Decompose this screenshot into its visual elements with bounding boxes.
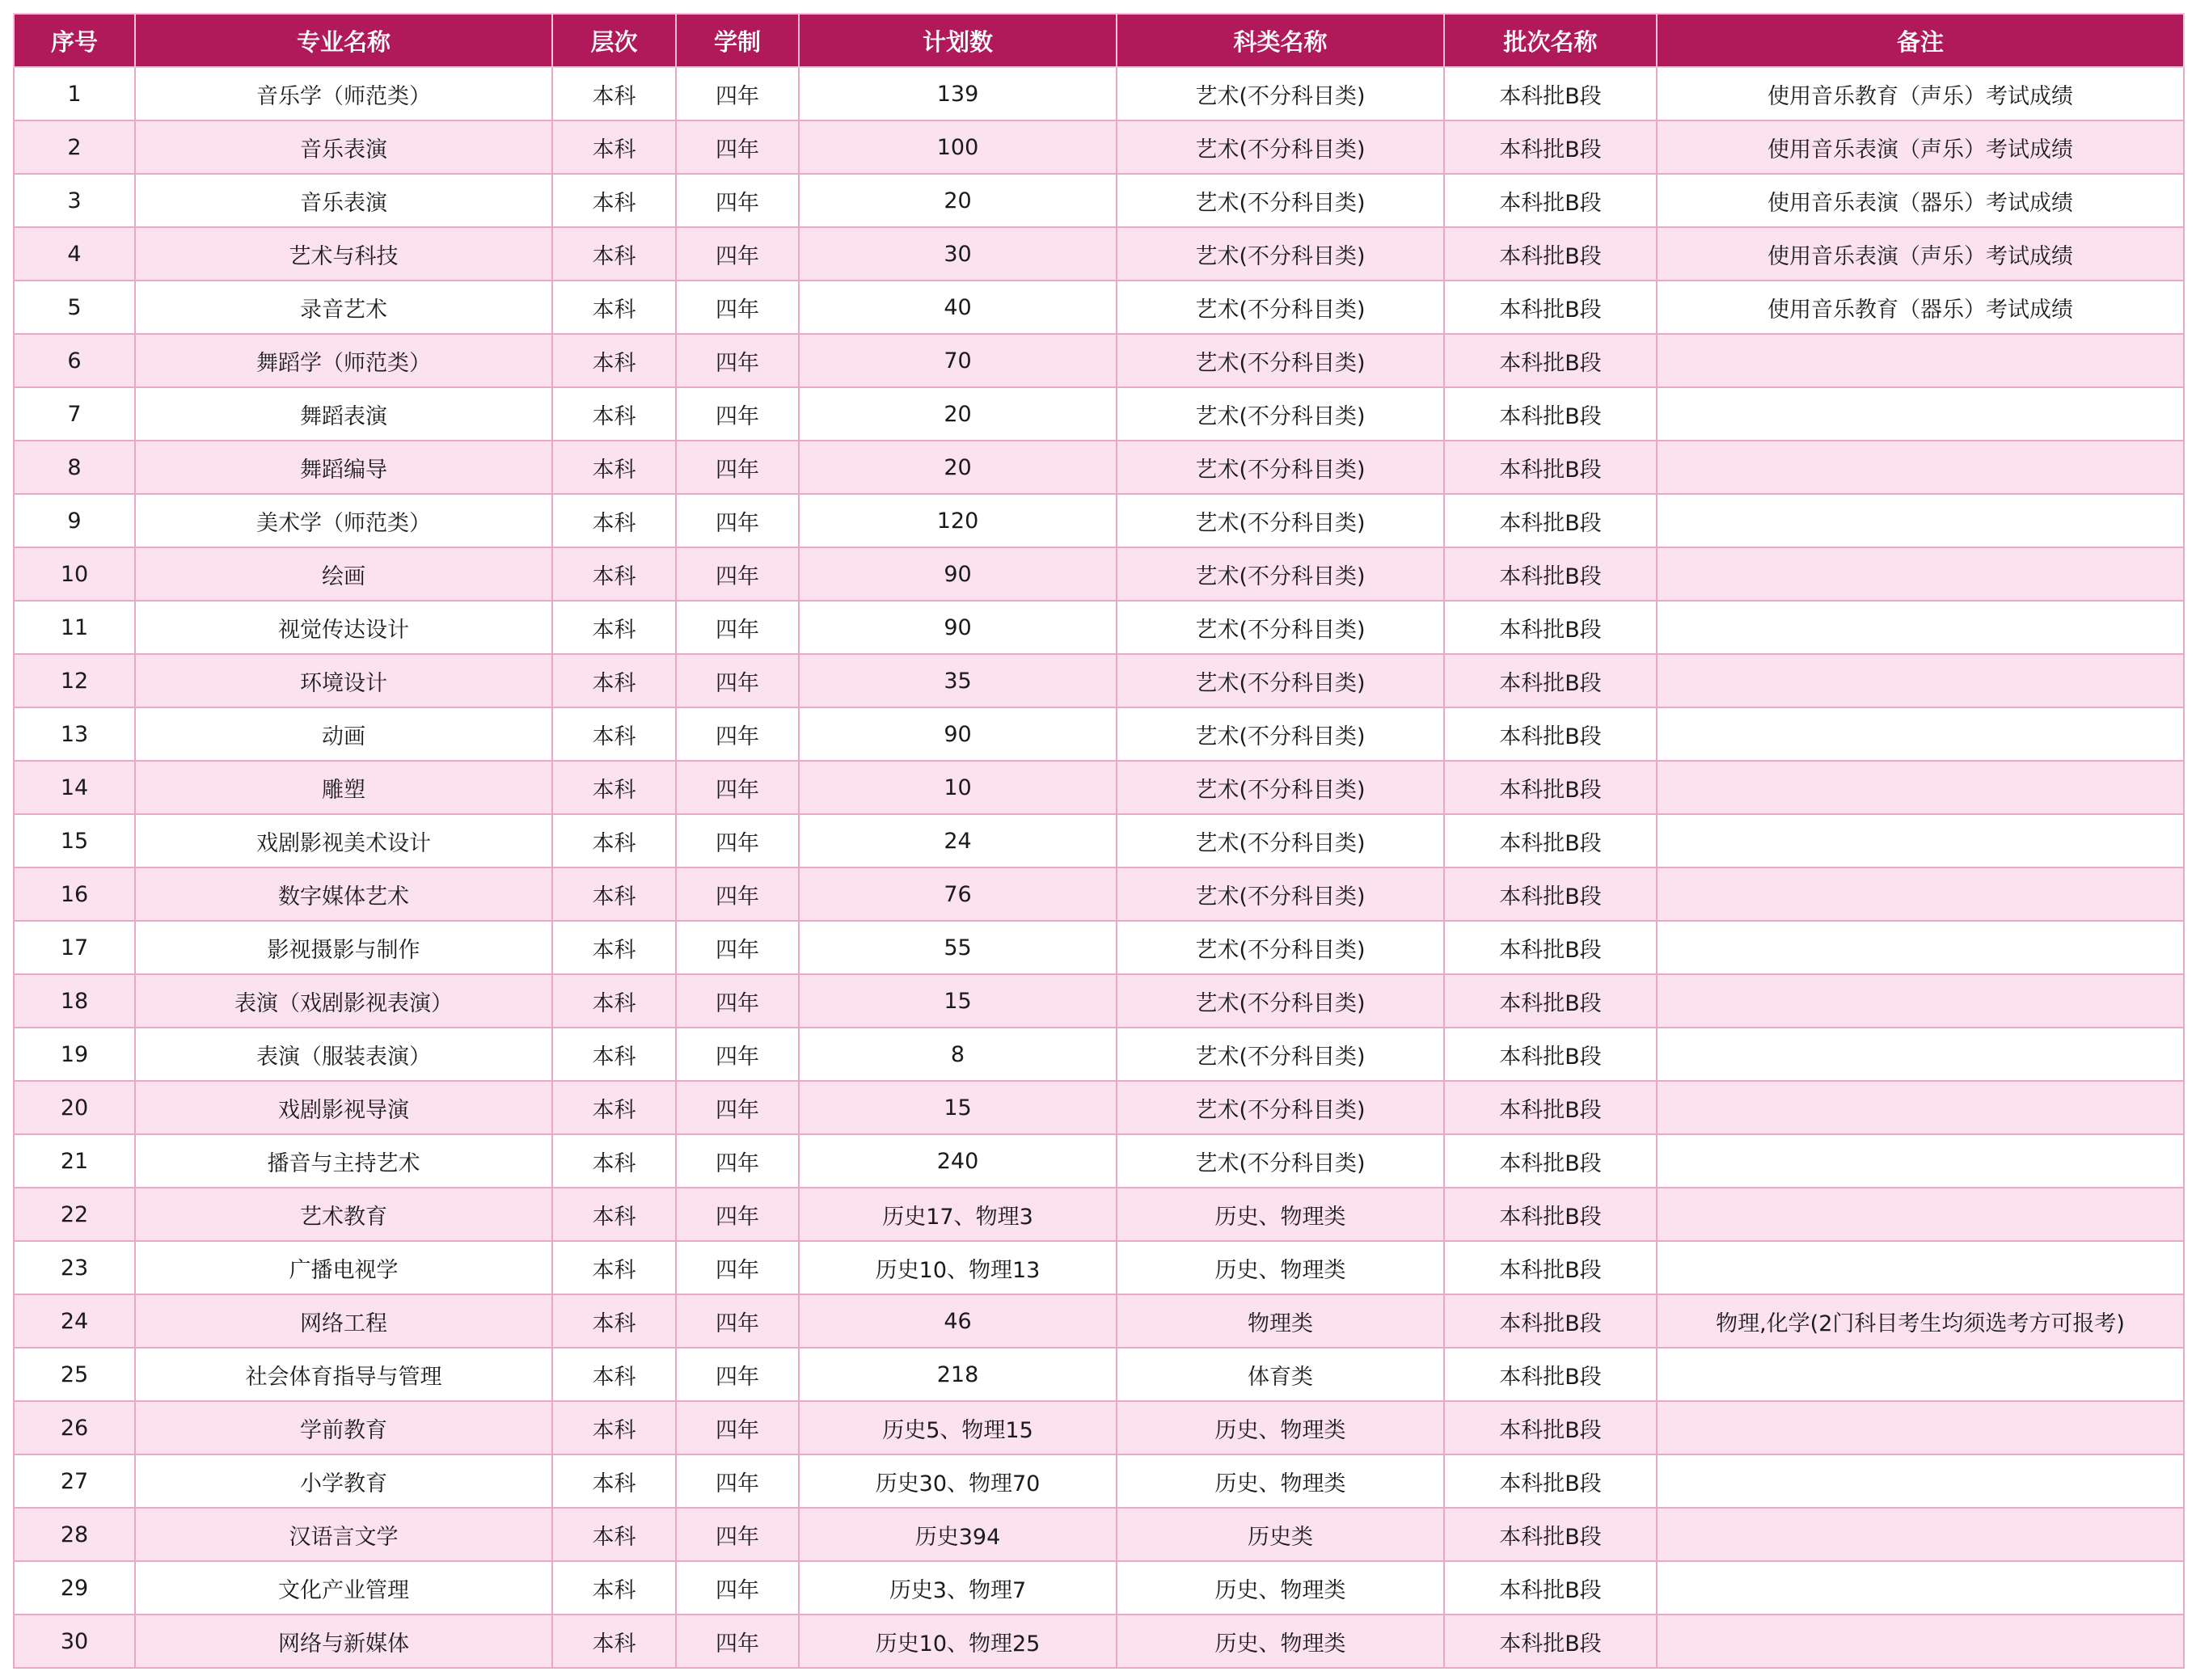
cell-remarks: 使用音乐表演（器乐）考试成绩 [1657, 174, 2184, 227]
cell-index: 21 [14, 1134, 135, 1188]
cell-remarks [1657, 974, 2184, 1028]
table-row [14, 334, 2184, 387]
column-header-major: 专业名称 [135, 14, 552, 67]
cell-remarks [1657, 1081, 2184, 1134]
cell-level: 本科 [552, 761, 676, 814]
cell-quota: 历史17、物理3 [799, 1188, 1117, 1241]
cell-category: 历史、物理类 [1117, 1454, 1444, 1508]
cell-index: 7 [14, 387, 135, 441]
cell-quota: 20 [799, 174, 1117, 227]
cell-major: 雕塑 [135, 761, 552, 814]
cell-remarks [1657, 494, 2184, 547]
cell-quota: 90 [799, 601, 1117, 654]
cell-duration: 四年 [676, 814, 799, 867]
table-row [14, 1454, 2184, 1508]
table-row [14, 67, 2184, 120]
cell-duration: 四年 [676, 1028, 799, 1081]
cell-quota: 218 [799, 1348, 1117, 1401]
table-row [14, 1081, 2184, 1134]
cell-quota: 100 [799, 120, 1117, 174]
cell-batch: 本科批B段 [1444, 1134, 1657, 1188]
cell-category: 艺术(不分科目类) [1117, 921, 1444, 974]
cell-level: 本科 [552, 1028, 676, 1081]
cell-batch: 本科批B段 [1444, 334, 1657, 387]
table-row [14, 174, 2184, 227]
cell-quota: 历史5、物理15 [799, 1401, 1117, 1454]
cell-batch: 本科批B段 [1444, 227, 1657, 281]
cell-major: 学前教育 [135, 1401, 552, 1454]
cell-quota: 120 [799, 494, 1117, 547]
cell-remarks: 使用音乐教育（器乐）考试成绩 [1657, 281, 2184, 334]
table-row [14, 867, 2184, 921]
cell-major: 小学教育 [135, 1454, 552, 1508]
cell-batch: 本科批B段 [1444, 814, 1657, 867]
cell-remarks [1657, 1348, 2184, 1401]
cell-remarks [1657, 547, 2184, 601]
cell-index: 11 [14, 601, 135, 654]
enrollment-plan-table [13, 13, 2185, 1669]
table-row [14, 1134, 2184, 1188]
cell-major: 音乐表演 [135, 120, 552, 174]
table-row [14, 654, 2184, 707]
cell-category: 艺术(不分科目类) [1117, 281, 1444, 334]
cell-duration: 四年 [676, 1081, 799, 1134]
cell-level: 本科 [552, 1081, 676, 1134]
cell-major: 戏剧影视美术设计 [135, 814, 552, 867]
cell-quota: 240 [799, 1134, 1117, 1188]
cell-index: 24 [14, 1294, 135, 1348]
cell-major: 美术学（师范类） [135, 494, 552, 547]
cell-category: 艺术(不分科目类) [1117, 174, 1444, 227]
table-row [14, 227, 2184, 281]
cell-quota: 35 [799, 654, 1117, 707]
cell-remarks [1657, 387, 2184, 441]
cell-level: 本科 [552, 441, 676, 494]
cell-level: 本科 [552, 1348, 676, 1401]
cell-level: 本科 [552, 1188, 676, 1241]
cell-batch: 本科批B段 [1444, 387, 1657, 441]
cell-level: 本科 [552, 1294, 676, 1348]
cell-index: 13 [14, 707, 135, 761]
cell-batch: 本科批B段 [1444, 494, 1657, 547]
cell-duration: 四年 [676, 281, 799, 334]
cell-remarks [1657, 1188, 2184, 1241]
cell-index: 27 [14, 1454, 135, 1508]
table-row [14, 494, 2184, 547]
table-row [14, 601, 2184, 654]
cell-quota: 20 [799, 441, 1117, 494]
cell-remarks [1657, 1508, 2184, 1561]
column-header-duration: 学制 [676, 14, 799, 67]
table-row [14, 1241, 2184, 1294]
cell-duration: 四年 [676, 227, 799, 281]
cell-level: 本科 [552, 281, 676, 334]
cell-major: 文化产业管理 [135, 1561, 552, 1615]
cell-index: 18 [14, 974, 135, 1028]
cell-category: 艺术(不分科目类) [1117, 547, 1444, 601]
cell-level: 本科 [552, 1401, 676, 1454]
cell-remarks [1657, 761, 2184, 814]
cell-category: 艺术(不分科目类) [1117, 227, 1444, 281]
cell-major: 网络工程 [135, 1294, 552, 1348]
cell-major: 影视摄影与制作 [135, 921, 552, 974]
table-row [14, 120, 2184, 174]
cell-remarks [1657, 1401, 2184, 1454]
cell-remarks: 使用音乐教育（声乐）考试成绩 [1657, 67, 2184, 120]
cell-major: 艺术与科技 [135, 227, 552, 281]
cell-remarks [1657, 1241, 2184, 1294]
cell-remarks: 物理,化学(2门科目考生均须选考方可报考) [1657, 1294, 2184, 1348]
cell-index: 30 [14, 1615, 135, 1668]
cell-major: 网络与新媒体 [135, 1615, 552, 1668]
cell-quota: 15 [799, 974, 1117, 1028]
cell-level: 本科 [552, 814, 676, 867]
cell-index: 23 [14, 1241, 135, 1294]
cell-quota: 8 [799, 1028, 1117, 1081]
cell-level: 本科 [552, 1454, 676, 1508]
cell-category: 体育类 [1117, 1348, 1444, 1401]
cell-duration: 四年 [676, 387, 799, 441]
cell-major: 表演（戏剧影视表演） [135, 974, 552, 1028]
cell-category: 艺术(不分科目类) [1117, 974, 1444, 1028]
cell-batch: 本科批B段 [1444, 1348, 1657, 1401]
table-row [14, 1294, 2184, 1348]
cell-quota: 历史10、物理13 [799, 1241, 1117, 1294]
table-row [14, 707, 2184, 761]
cell-batch: 本科批B段 [1444, 1294, 1657, 1348]
cell-duration: 四年 [676, 601, 799, 654]
cell-level: 本科 [552, 1134, 676, 1188]
cell-duration: 四年 [676, 547, 799, 601]
cell-batch: 本科批B段 [1444, 441, 1657, 494]
cell-batch: 本科批B段 [1444, 1081, 1657, 1134]
cell-duration: 四年 [676, 1454, 799, 1508]
cell-duration: 四年 [676, 1294, 799, 1348]
cell-batch: 本科批B段 [1444, 1454, 1657, 1508]
cell-category: 艺术(不分科目类) [1117, 654, 1444, 707]
cell-major: 社会体育指导与管理 [135, 1348, 552, 1401]
cell-duration: 四年 [676, 494, 799, 547]
cell-duration: 四年 [676, 867, 799, 921]
cell-category: 艺术(不分科目类) [1117, 334, 1444, 387]
table-row [14, 281, 2184, 334]
cell-category: 艺术(不分科目类) [1117, 67, 1444, 120]
cell-quota: 24 [799, 814, 1117, 867]
cell-index: 16 [14, 867, 135, 921]
cell-category: 艺术(不分科目类) [1117, 601, 1444, 654]
cell-index: 5 [14, 281, 135, 334]
cell-duration: 四年 [676, 441, 799, 494]
cell-remarks [1657, 1561, 2184, 1615]
cell-quota: 历史10、物理25 [799, 1615, 1117, 1668]
cell-index: 15 [14, 814, 135, 867]
cell-quota: 46 [799, 1294, 1117, 1348]
cell-level: 本科 [552, 921, 676, 974]
cell-level: 本科 [552, 1241, 676, 1294]
cell-category: 历史、物理类 [1117, 1401, 1444, 1454]
cell-duration: 四年 [676, 761, 799, 814]
table-row [14, 1615, 2184, 1668]
cell-quota: 30 [799, 227, 1117, 281]
cell-batch: 本科批B段 [1444, 1241, 1657, 1294]
table-row [14, 1401, 2184, 1454]
cell-duration: 四年 [676, 1561, 799, 1615]
cell-major: 环境设计 [135, 654, 552, 707]
cell-level: 本科 [552, 334, 676, 387]
cell-index: 25 [14, 1348, 135, 1401]
cell-major: 播音与主持艺术 [135, 1134, 552, 1188]
table-row [14, 387, 2184, 441]
cell-remarks [1657, 654, 2184, 707]
cell-quota: 40 [799, 281, 1117, 334]
cell-quota: 历史394 [799, 1508, 1117, 1561]
cell-duration: 四年 [676, 974, 799, 1028]
cell-duration: 四年 [676, 1241, 799, 1294]
cell-major: 艺术教育 [135, 1188, 552, 1241]
cell-major: 绘画 [135, 547, 552, 601]
cell-duration: 四年 [676, 1188, 799, 1241]
table-row [14, 1188, 2184, 1241]
cell-major: 汉语言文学 [135, 1508, 552, 1561]
cell-category: 艺术(不分科目类) [1117, 707, 1444, 761]
cell-index: 26 [14, 1401, 135, 1454]
cell-category: 艺术(不分科目类) [1117, 1081, 1444, 1134]
table-header [14, 14, 2184, 67]
cell-major: 广播电视学 [135, 1241, 552, 1294]
cell-duration: 四年 [676, 120, 799, 174]
cell-index: 29 [14, 1561, 135, 1615]
cell-batch: 本科批B段 [1444, 1508, 1657, 1561]
cell-quota: 15 [799, 1081, 1117, 1134]
cell-batch: 本科批B段 [1444, 601, 1657, 654]
cell-batch: 本科批B段 [1444, 654, 1657, 707]
cell-remarks [1657, 921, 2184, 974]
cell-index: 8 [14, 441, 135, 494]
cell-remarks: 使用音乐表演（声乐）考试成绩 [1657, 120, 2184, 174]
cell-major: 表演（服装表演） [135, 1028, 552, 1081]
cell-major: 视觉传达设计 [135, 601, 552, 654]
cell-duration: 四年 [676, 174, 799, 227]
cell-level: 本科 [552, 494, 676, 547]
cell-batch: 本科批B段 [1444, 974, 1657, 1028]
cell-duration: 四年 [676, 707, 799, 761]
table-row [14, 761, 2184, 814]
cell-index: 6 [14, 334, 135, 387]
cell-remarks [1657, 707, 2184, 761]
cell-batch: 本科批B段 [1444, 707, 1657, 761]
cell-index: 12 [14, 654, 135, 707]
cell-category: 艺术(不分科目类) [1117, 120, 1444, 174]
cell-batch: 本科批B段 [1444, 1401, 1657, 1454]
column-header-remarks: 备注 [1657, 14, 2184, 67]
cell-index: 17 [14, 921, 135, 974]
cell-major: 音乐学（师范类） [135, 67, 552, 120]
column-header-batch: 批次名称 [1444, 14, 1657, 67]
cell-index: 19 [14, 1028, 135, 1081]
cell-remarks: 使用音乐表演（声乐）考试成绩 [1657, 227, 2184, 281]
cell-category: 艺术(不分科目类) [1117, 1028, 1444, 1081]
cell-remarks [1657, 441, 2184, 494]
cell-remarks [1657, 1454, 2184, 1508]
cell-duration: 四年 [676, 1348, 799, 1401]
cell-batch: 本科批B段 [1444, 1028, 1657, 1081]
cell-major: 数字媒体艺术 [135, 867, 552, 921]
cell-level: 本科 [552, 387, 676, 441]
cell-batch: 本科批B段 [1444, 547, 1657, 601]
cell-major: 录音艺术 [135, 281, 552, 334]
cell-quota: 90 [799, 707, 1117, 761]
cell-remarks [1657, 1134, 2184, 1188]
cell-quota: 139 [799, 67, 1117, 120]
cell-batch: 本科批B段 [1444, 67, 1657, 120]
cell-category: 历史、物理类 [1117, 1615, 1444, 1668]
table-row [14, 441, 2184, 494]
cell-duration: 四年 [676, 1508, 799, 1561]
cell-category: 历史、物理类 [1117, 1561, 1444, 1615]
cell-batch: 本科批B段 [1444, 1188, 1657, 1241]
cell-index: 2 [14, 120, 135, 174]
cell-level: 本科 [552, 601, 676, 654]
cell-remarks [1657, 334, 2184, 387]
cell-category: 历史、物理类 [1117, 1188, 1444, 1241]
cell-quota: 历史30、物理70 [799, 1454, 1117, 1508]
cell-major: 戏剧影视导演 [135, 1081, 552, 1134]
cell-major: 音乐表演 [135, 174, 552, 227]
cell-index: 1 [14, 67, 135, 120]
cell-index: 10 [14, 547, 135, 601]
cell-duration: 四年 [676, 334, 799, 387]
cell-level: 本科 [552, 174, 676, 227]
column-header-quota: 计划数 [799, 14, 1117, 67]
cell-batch: 本科批B段 [1444, 1615, 1657, 1668]
cell-batch: 本科批B段 [1444, 867, 1657, 921]
enrollment-plan-sheet [13, 13, 2183, 1667]
cell-category: 艺术(不分科目类) [1117, 441, 1444, 494]
cell-quota: 70 [799, 334, 1117, 387]
cell-category: 艺术(不分科目类) [1117, 1134, 1444, 1188]
table-row [14, 1348, 2184, 1401]
cell-duration: 四年 [676, 1401, 799, 1454]
cell-remarks [1657, 1615, 2184, 1668]
cell-category: 艺术(不分科目类) [1117, 761, 1444, 814]
cell-index: 22 [14, 1188, 135, 1241]
cell-level: 本科 [552, 1615, 676, 1668]
cell-category: 历史、物理类 [1117, 1241, 1444, 1294]
cell-index: 4 [14, 227, 135, 281]
cell-category: 物理类 [1117, 1294, 1444, 1348]
cell-quota: 90 [799, 547, 1117, 601]
cell-remarks [1657, 814, 2184, 867]
cell-batch: 本科批B段 [1444, 761, 1657, 814]
cell-index: 28 [14, 1508, 135, 1561]
cell-category: 艺术(不分科目类) [1117, 867, 1444, 921]
cell-index: 20 [14, 1081, 135, 1134]
cell-level: 本科 [552, 974, 676, 1028]
cell-category: 艺术(不分科目类) [1117, 814, 1444, 867]
cell-batch: 本科批B段 [1444, 281, 1657, 334]
cell-level: 本科 [552, 227, 676, 281]
cell-duration: 四年 [676, 1134, 799, 1188]
table-row [14, 814, 2184, 867]
cell-quota: 55 [799, 921, 1117, 974]
cell-major: 动画 [135, 707, 552, 761]
cell-quota: 76 [799, 867, 1117, 921]
column-header-category: 科类名称 [1117, 14, 1444, 67]
cell-duration: 四年 [676, 921, 799, 974]
cell-quota: 10 [799, 761, 1117, 814]
cell-major: 舞蹈表演 [135, 387, 552, 441]
cell-duration: 四年 [676, 67, 799, 120]
cell-batch: 本科批B段 [1444, 174, 1657, 227]
cell-category: 艺术(不分科目类) [1117, 494, 1444, 547]
table-row [14, 974, 2184, 1028]
table-row [14, 1028, 2184, 1081]
column-header-index: 序号 [14, 14, 135, 67]
column-header-level: 层次 [552, 14, 676, 67]
cell-duration: 四年 [676, 1615, 799, 1668]
table-row [14, 921, 2184, 974]
cell-level: 本科 [552, 67, 676, 120]
cell-quota: 20 [799, 387, 1117, 441]
table-row [14, 1561, 2184, 1615]
cell-level: 本科 [552, 1561, 676, 1615]
cell-level: 本科 [552, 120, 676, 174]
cell-category: 艺术(不分科目类) [1117, 387, 1444, 441]
table-row [14, 547, 2184, 601]
cell-level: 本科 [552, 1508, 676, 1561]
cell-index: 3 [14, 174, 135, 227]
cell-batch: 本科批B段 [1444, 921, 1657, 974]
table-row [14, 1508, 2184, 1561]
cell-remarks [1657, 601, 2184, 654]
cell-level: 本科 [552, 654, 676, 707]
cell-batch: 本科批B段 [1444, 120, 1657, 174]
cell-index: 14 [14, 761, 135, 814]
cell-remarks [1657, 867, 2184, 921]
cell-major: 舞蹈学（师范类） [135, 334, 552, 387]
cell-batch: 本科批B段 [1444, 1561, 1657, 1615]
cell-level: 本科 [552, 867, 676, 921]
cell-remarks [1657, 1028, 2184, 1081]
cell-index: 9 [14, 494, 135, 547]
cell-category: 历史类 [1117, 1508, 1444, 1561]
header-row [14, 14, 2184, 67]
cell-level: 本科 [552, 547, 676, 601]
cell-major: 舞蹈编导 [135, 441, 552, 494]
cell-level: 本科 [552, 707, 676, 761]
cell-quota: 历史3、物理7 [799, 1561, 1117, 1615]
cell-duration: 四年 [676, 654, 799, 707]
table-body [14, 67, 2184, 1668]
